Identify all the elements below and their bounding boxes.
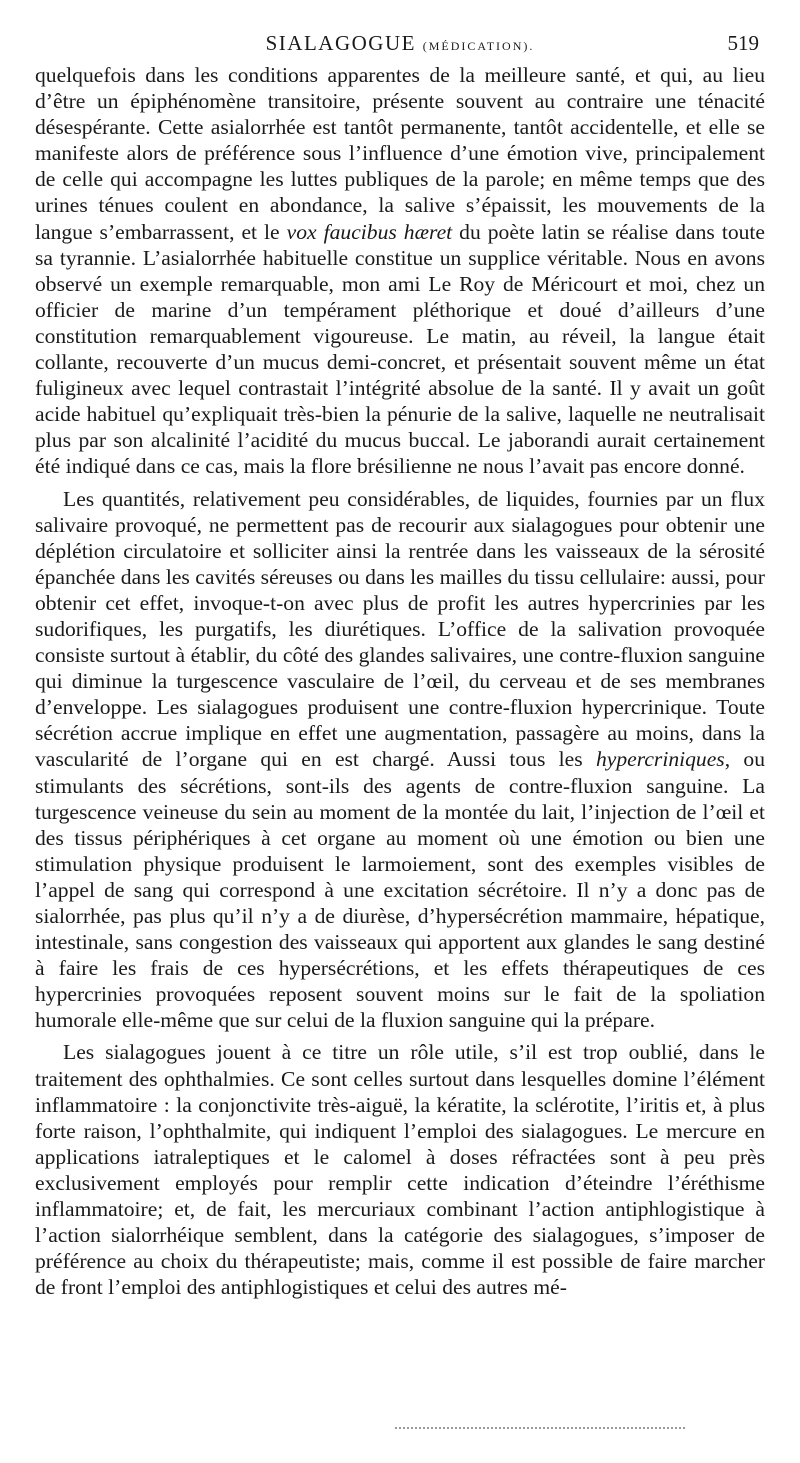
text-run: , ou stimulants des sécrétions, sont-ils des agents de contre-fluxion sanguine. La turgescence veineuse du sein au moment de la montée du lait, l’injection de l’œil et des tissus périphériques à cet organe au moment où une émotion ou bien une stimulation physique produisent le larmoiement, sont des exemples visibles de l’appel de sang qui correspond à une excitation sécrétoire. Il n’y a donc pas de sialorrhée, pas plus qu’il n’y a de diurèse, d’hypersécrétion mammaire, hépatique, intestinale, sans congestion des vaisseaux qui apportent aux glandes le sang destiné à faire les frais de ces hypersécrétions, et les effets thérapeutiques de ces hypercrinies provoquées reposent souvent moins sur le fait de la spoliation humorale elle-même que sur celui de la fluxion sanguine qui la prépare. (35, 747, 766, 1033)
running-title (35, 28, 765, 61)
body-text (35, 62, 765, 1306)
paragraph (35, 62, 765, 480)
text-run: du poète latin se réalise dans toute sa tyrannie. L’asialorrhée habituelle constitue un supplice véritable. Nous en avons observé un exemple remarquable, mon ami Le Roy de Méricourt et moi, chez un officier de marine d’un tempérament pléthorique et doué d’ailleurs d’une constitution remarquablement vigoureuse. Le matin, au réveil, la langue était collante, recouverte d’un mucus demi-concret, et présentait souvent même un état fuligineux avec lequel contrastait l’intégrité absolue de la santé. Il y avait un goût acide habituel qu’expliquait très-bien la pénurie de la salive, laquelle ne neutralisait plus par son alcalinité l’acidité du mucus buccal. Le jaborandi aurait certainement été indiqué dans ce cas, mais la flore brésilienne ne nous l’avait pas encore donné. (35, 219, 765, 479)
running-title-subtitle: (MÉDICATION). (422, 39, 535, 53)
paragraph (35, 486, 765, 1034)
running-title-main: SIALAGOGUE (265, 31, 416, 55)
running-head (35, 28, 765, 58)
italic-phrase: hypercriniques (595, 747, 725, 772)
text-run: quelquefois dans les conditions apparentes de la meilleure santé, et qui, au lieu d’être un épiphénomène transitoire, présente souvent au contraire une ténacité désespérante. Cette asialorrhée est tantôt permanente, tantôt accidentelle, et elle se manifeste alors de préférence sous l’influence d’une émotion vive, principalement de celle qui accompagne les luttes publiques de la parole; en même temps que des urines ténues coulent en abondance, la salive s’épaissit, les mouvements de la langue s’embarrassent, et le (35, 63, 765, 244)
text-run: Les quantités, relativement peu considérables, de liquides, fournies par un flux salivaire provoqué, ne permettent pas de recourir aux sialagogues pour obtenir une déplétion circulatoire et solliciter ainsi la rentrée dans les vaisseaux de la sérosité épanchée dans les cavités séreuses ou dans les mailles du tissu cellulaire: aussi, pour obtenir cet effet, invoque-t-on avec plus de profit les autres hypercrinies par les sudorifiques, les purgatifs, les diurétiques. L’office de la salivation provoquée consiste surtout à établir, du côté des glandes salivaires, une contre-fluxion sanguine qui diminue la turgescence vasculaire de l’œil, du cerveau et de ses membranes d’enveloppe. Les sialagogues produisent une contre-fluxion hypercrinique. Toute sécrétion accrue implique en effet une augmentation, passagère au moins, dans la vascularité de l’organe qui en est chargé. Aussi tous les (35, 486, 765, 772)
italic-phrase: vox faucibus hæret (286, 219, 453, 244)
text-run: Les sialagogues jouent à ce titre un rôle utile, s’il est trop oublié, dans le traitement des ophthalmies. Ce sont celles surtout dans lesquelles domine l’élément inflammatoire : la conjonctivite très-aiguë, la kératite, la sclérotite, l’iritis et, à plus forte raison, l’ophthalmite, qui indiquent l’emploi des sialagogues. Le mercure en applications iatraleptiques et le calomel à doses réfractées sont à peu près exclusivement employés pour remplir cette indication d’éteindre l’éréthisme inflammatoire; et, de fait, les mercuriaux combinant l’action antiphlogistique à l’action sialorrhéique semblent, dans la catégorie des sialagogues, s’imposer de préférence au choix du thérapeutiste; mais, comme il est possible de faire marcher de front l’emploi des antiphlogistiques et celui des autres mé- (35, 1040, 765, 1300)
paragraph (35, 1039, 765, 1300)
page-number: 519 (727, 31, 759, 55)
footer-dotted-rule (395, 1427, 685, 1431)
